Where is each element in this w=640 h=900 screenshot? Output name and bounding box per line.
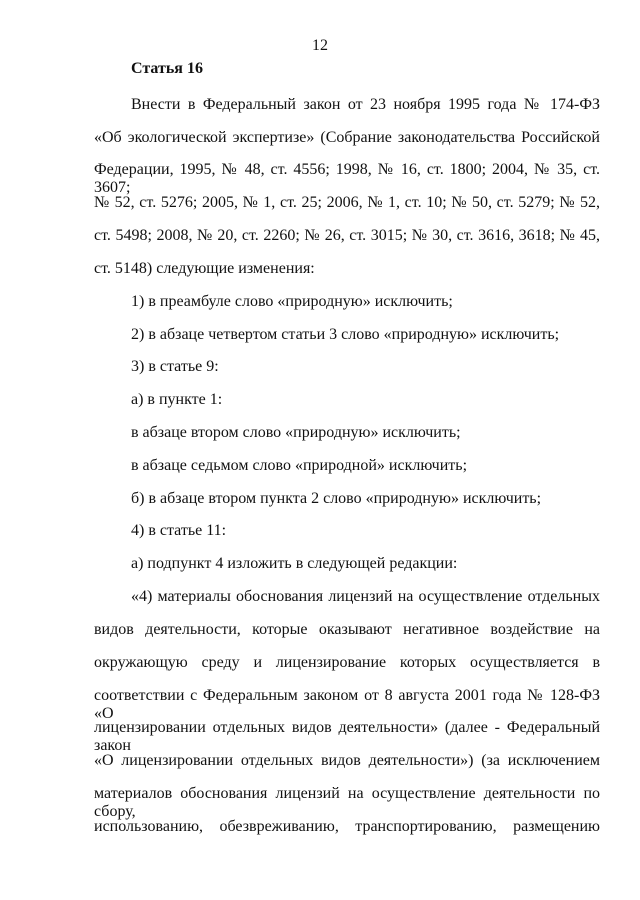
- list-item: а) в пункте 1:: [131, 391, 223, 408]
- text-line: использованию, обезвреживанию, транспортированию, размещению: [94, 818, 600, 835]
- text-line: № 52, ст. 5276; 2005, № 1, ст. 25; 2006, № 1, ст. 10; № 50, ст. 5279; № 52,: [94, 194, 600, 211]
- list-item: 2) в абзаце четвертом статьи 3 слово «природную» исключить;: [131, 326, 560, 343]
- list-item: 3) в статье 9:: [131, 358, 219, 375]
- page-number: 12: [312, 37, 328, 54]
- list-item: в абзаце втором слово «природную» исключить;: [131, 424, 461, 441]
- list-item: в абзаце седьмом слово «природной» исключить;: [131, 457, 468, 474]
- article-heading: Статья 16: [131, 60, 203, 77]
- text-line: «О лицензировании отдельных видов деятельности») (за исключением: [94, 752, 600, 769]
- list-item: а) подпункт 4 изложить в следующей редакции:: [131, 555, 458, 572]
- list-item: б) в абзаце втором пункта 2 слово «природную» исключить;: [131, 490, 542, 507]
- text-line: соответствии с Федеральным законом от 8 августа 2001 года № 128-ФЗ «О: [94, 687, 600, 722]
- text-line: лицензировании отдельных видов деятельности» (далее - Федеральный закон: [94, 719, 600, 754]
- text-line: «Об экологической экспертизе» (Собрание законодательства Российской: [94, 129, 600, 146]
- text-line: «4) материалы обоснования лицензий на осуществление отдельных: [131, 588, 600, 605]
- text-line: окружающую среду и лицензирование которых осуществляется в: [94, 654, 600, 671]
- text-line: Внести в Федеральный закон от 23 ноября 1995 года № 174-ФЗ: [131, 96, 600, 113]
- list-item: 4) в статье 11:: [131, 522, 227, 539]
- text-line: Федерации, 1995, № 48, ст. 4556; 1998, № 16, ст. 1800; 2004, № 35, ст. 3607;: [94, 161, 600, 196]
- text-line: ст. 5148) следующие изменения:: [94, 260, 315, 277]
- list-item: 1) в преамбуле слово «природную» исключить;: [131, 293, 453, 310]
- text-line: материалов обоснования лицензий на осуществление деятельности по сбору,: [94, 785, 600, 820]
- text-line: видов деятельности, которые оказывают негативное воздействие на: [94, 621, 600, 638]
- text-line: ст. 5498; 2008, № 20, ст. 2260; № 26, ст. 3015; № 30, ст. 3616, 3618; № 45,: [94, 227, 600, 244]
